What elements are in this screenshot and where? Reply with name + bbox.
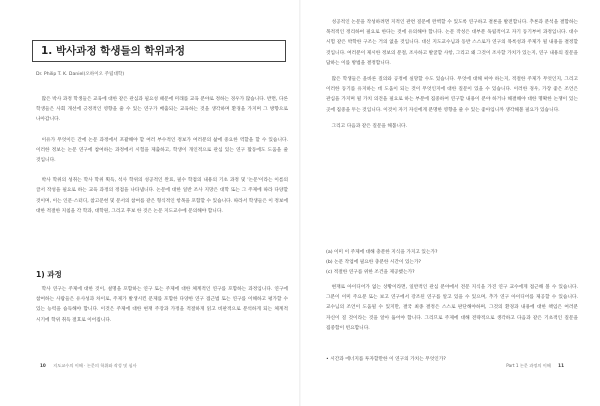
bullet-item: • 시간과 에너지를 투자할만한 이 연구의 가치는 무엇인가? — [326, 357, 446, 362]
right-page — [300, 0, 600, 406]
left-footer — [34, 363, 137, 369]
chapter-title: 1. 박사과정 학생들의 학위과정 — [32, 40, 286, 62]
section-text — [36, 285, 288, 326]
body-paragraph: 그리고 다음과 같은 질문을 해봅니다. — [331, 123, 407, 129]
body-paragraph: 성공적인 논문을 작성하려면 지적인 관련 질문에 완벽할 수 있도록 연구하고 결론을 발전합니다. 추론과 분석을 결합하는 목적적인 정리하여 필요로 한다는 것에 유의해야 합니다. 논문 작성은 대부분 독립적이고 자기 동기부여 과정입니다. 대수 시험 같은 박학한 구조는 거의 없을 것입니다. 대신 지도교수님과 동반 스스로가 연구의 목록성과 주제가 될 내용을 결정할 것입니다. 여러분이 제시한 정보의 분절, 조사하고 발굴할 사항, 그리고 왜 그것이 조사할 가치가 있는지, 연구 내용의 질문을 답하는 이를 방법을 결정합니다. — [326, 20, 578, 66]
question-item: (c) 적절한 연구를 위한 조건을 제공했는가? — [326, 270, 415, 275]
body-paragraph: 많은 학생들은 올바른 질의와 공정에 실망할 수도 있습니다. 무엇에 대해 써야 하는지, 적절한 주제가 무엇인지, 그리고 이러한 동기를 유지하는 데 도움이 되는 것이 무엇인지에 대한 질문이 있을 수 있습니다. 이러한 경우, 가장 좋은 조언은 관심을 가지며 될 가치 의견을 필요로 하는 부분에 집중하여 연구할 내용이 분야 하거나 해결해야 대한 명확한 논쟁이 있는 곳에 집중을 두는 것입니다. 이것이 자기 자신에게 분명한 영향을 줄 수 있는 좋아입니까 생각해볼 필요가 있습니다. — [326, 77, 578, 113]
closing-paragraph: 현재로 아이디어가 없는 상황이라면, 일반적인 관심 분야에서 전문 지식을 가진 연구 교수에게 접근해 볼 수 있습니다. 그분이 이미 주요분 또는 보고 연구에서 강조된 연구를 알고 있을 수 있으며, 추가 연구 아이디어를 제공할 수 있습니다. 교수님의 조언이 도움될 수 있지만, 결국 최종 결정은 스스로 판단해야하며, 그것의 환경과 내용에 대한 책임은 여러분 자신이 질 것이라는 것을 알아 둡어야 합니다. 그리므로 주제에 대해 전략적으로 생각하고 다음과 같은 기초적인 질문을 집중합이 빈요합니다. — [326, 285, 578, 331]
intro-text — [36, 95, 288, 217]
right-footer — [506, 363, 570, 369]
running-title: Part 1 논문 과정의 이해 — [506, 363, 551, 368]
question-item: (b) 논문 작업에 필요한 충분한 시간이 있는가? — [326, 260, 422, 265]
closing-text — [326, 283, 578, 334]
right-text — [326, 18, 578, 132]
intro-paragraph: 박사 학위의 성취는 학사 학위 획득, 석사 학위의 성공적인 완료, 필수 학점의 내용의 기초 과정 및 '논문'이라는 이름의 글서 작성을 필요로 하는 교육 과정의 정점을 나타냅니다. 논문에 대한 일반 조사 지망은 대학 또는 그 주제에 따라 다양할 것이며, 이는 인문·스터디, 참고문헌 및 문서의 참여를 같은 형식적인 항목을 포함할 수 있습니다. 따라서 학생들은 이 정보에 대한 적절한 지침을 각 학과, 대학원, 그리고 후보 한 것은 논문 지도교수에 문의해야 합니다. — [36, 178, 288, 214]
question-item: (a) 이미 이 주제에 대해 충분한 지식을 가지고 있는가? — [326, 250, 438, 255]
page-number: 11 — [558, 363, 564, 368]
running-title: 지도교수의 이해 · 논문의 학위와 작성 및 심사 — [53, 363, 137, 368]
section-heading: 1) 과정 — [36, 270, 62, 279]
intro-paragraph: 이유가 무엇이든 간에 논문 과정에서 포괄해야 할 여러 부수적인 정보가 여러분의 삶에 중요한 역할을 할 수 있습니다. 이러한 정보는 논문 연구에 참여하는 과정에서 시험을 제출하고, 학생이 개인적으로 관심 있는 연구 활동에도 도움을 줄 것입니다. — [36, 137, 288, 164]
section-paragraph: 학사 연구는 주제에 대한 것이, 설명을 포함하는 연구 또는 주제에 대한 체계적인 연구를 포함하는 과정입니다. 연구에 참여하는 사람들은 유사성과 차이로, 주제가 발생시킨 문제를 포함한 다양한 연구 접근법 또는 연구를 이해하고 평가할 수 있는 능력을 습득해야 합니다. 이것은 주제에 대한 현재 주장과 가정을 적절하게 읽고 비판적으로 분석하게 되는 체계적 시기에 학위 취득 절호로 이어집니다. — [36, 287, 288, 323]
chapter-author: Dr. Philip T. K. Daniel(오하이오 주립대학) — [36, 72, 125, 77]
intro-paragraph: 많은 박사 과정 학생들은 교육에 대한 같은 관심과 필요성 때문에 미래를 교육 분야로 정하는 경우가 많습니다. 반면, 다른 학생들은 사회 개선에 긍정적인 영향을 줄 수 있는 연구가 배출되는 교육하는 것을 생각하며 환경을 가지며 그 방향으로 나아갑니다. — [36, 97, 288, 123]
page-number: 10 — [40, 363, 46, 368]
